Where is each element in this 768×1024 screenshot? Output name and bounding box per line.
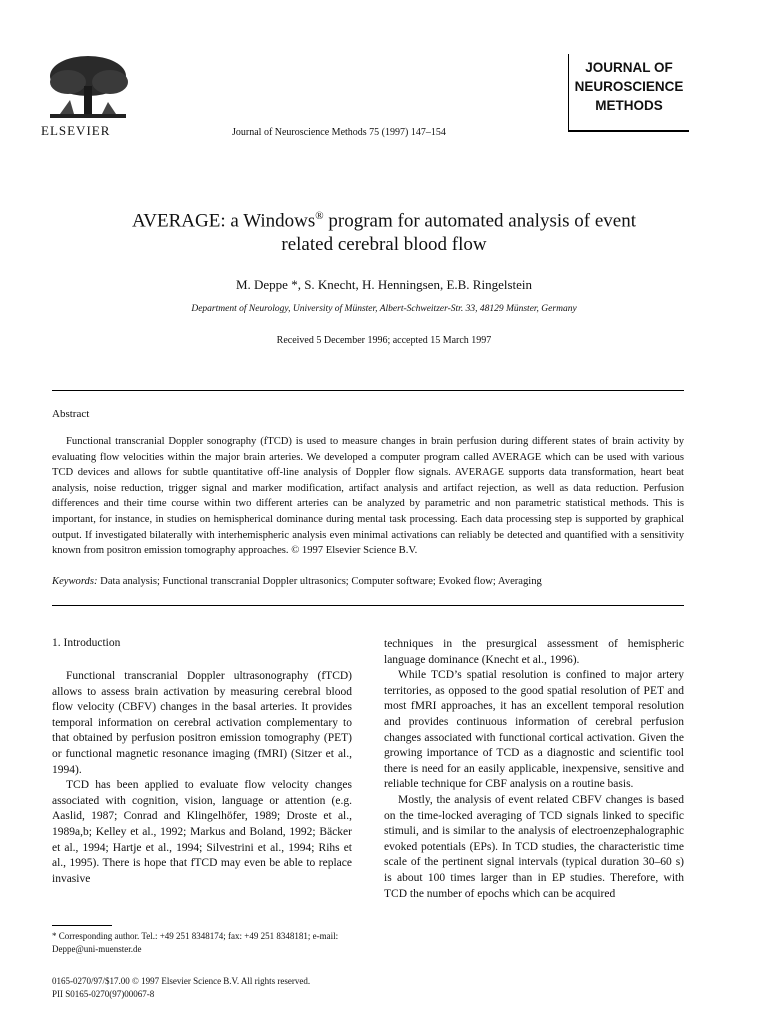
paragraph: techniques in the presurgical assessment of hemispheric language dominance (Knecht et al., 1996). [384, 638, 684, 666]
paragraph: Functional transcranial Doppler ultrasonography (fTCD) allows to assess brain activation by measuring cerebral blood flow velocity (CBFV) changes in the basal arteries. It provides temporal information on cerebral activation complementary to that obtained by perfusion positron emission tomography (PET) or functional magnetic resonance imaging (fMRI) (Sitzer et al., 1994). [52, 670, 352, 776]
divider-top [52, 390, 684, 391]
journal-masthead [568, 54, 689, 132]
journal-citation: Journal of Neuroscience Methods 75 (1997) 147–154 [232, 127, 446, 138]
keywords [52, 576, 692, 587]
title-part-2: program for automated analysis of event [323, 210, 636, 232]
section-heading-introduction: 1. Introduction [52, 637, 121, 649]
paragraph: While TCD’s spatial resolution is confined to major artery territories, as opposed to the good spatial resolution of PET and most fMRI approaches, it has an excellent temporal resolution and provides continuous information of cerebral perfusion changes associated with functional cortical activation. Given the growing importance of TCD as a diagnostic and scientific tool there is need for an easily applicable, inexpensive, sensitive and reliable technique for CBF analysis on a routine basis. [384, 669, 684, 791]
keywords-list: Data analysis; Functional transcranial Doppler ultrasonics; Computer software; Evoked flow; Averaging [97, 576, 542, 587]
abstract-heading: Abstract [52, 408, 90, 420]
title-line-2: related cerebral blood flow [281, 234, 487, 256]
received-dates: Received 5 December 1996; accepted 15 March 1997 [276, 335, 492, 346]
corresponding-author-footnote: * Corresponding author. Tel.: +49 251 8348174; fax: +49 251 8348181; e-mail: Deppe@uni-muenster.de [52, 931, 339, 954]
abstract-text: Functional transcranial Doppler sonography (fTCD) is used to measure changes in brain perfusion during different states of brain activity by evaluating flow velocities within the major brain arteries. We developed a computer program called AVERAGE which can be used with various TCD devices and allows for subtle quantitative off-line analysis of Doppler flow signals. AVERAGE supports data transformation, heart beat analysis, noise reduction, trigger signal and marker modification, artifact analysis and artifact rejection, as well as data reduction. Perfusion differences and their time course within two different arteries can be analyzed by parametric and non parametric statistical methods. This is important, for instance, in studies on hemispherical dominance during mental task processing. Each data processing step is supported by graphical output. If investigated bilaterally with interhemispheric analysis even minimal activations can reliably be detected and quantified with a sensitivity known from positron emission tomography approaches. © 1997 Elsevier Science B.V. [52, 436, 684, 557]
left-column [52, 669, 352, 887]
tree-icon [40, 52, 136, 122]
right-column [384, 637, 684, 902]
registered-mark: ® [315, 210, 324, 222]
divider-bottom [52, 605, 684, 606]
paragraph: Mostly, the analysis of event related CBFV changes is based on the time-locked averaging of TCD signals linked to specific stimuli, and is similar to the analysis of electroenzephalographic evoked potentials (EPs). In TCD studies, the characteristic time scale of the pertinent signal intervals (typical duration 30–60 s) is about 100 times larger than in EP studies. Therefore, with TCD the number of epochs which can be acquired [384, 793, 684, 900]
paragraph: TCD has been applied to evaluate flow velocity changes associated with cognition, vision, language or attention (e.g. Aaslid, 1987; Conrad and Klingelhöfer, 1989; Droste et al., 1989a,b; Kelley et al., 1992; Markus and Boland, 1992; Bäcker et al., 1994; Hartje et al., 1994; Silvestrini et al., 1994; Rihs et al., 1995). There is hope that fTCD may even be able to replace invasive [52, 779, 352, 885]
journal-name: JOURNAL OF NEUROSCIENCE METHODS [574, 60, 684, 113]
article-title [40, 204, 728, 257]
title-part-1: AVERAGE: a Windows [132, 210, 316, 232]
elsevier-tree-logo [40, 52, 136, 134]
copyright-line: 0165-0270/97/$17.00 © 1997 Elsevier Science B.V. All rights reserved. [52, 976, 311, 986]
authors: M. Deppe *, S. Knecht, H. Henningsen, E.B. Ringelstein [235, 277, 533, 292]
keywords-label: Keywords: [52, 576, 98, 587]
footnote-rule [52, 925, 112, 926]
pii-line: PII S0165-0270(97)00067-8 [52, 989, 155, 999]
affiliation: Department of Neurology, University of Münster, Albert-Schweitzer-Str. 33, 48129 Münster, Germany [191, 304, 577, 314]
publisher-name: ELSEVIER [41, 123, 111, 138]
copyright-footer [52, 975, 372, 1001]
